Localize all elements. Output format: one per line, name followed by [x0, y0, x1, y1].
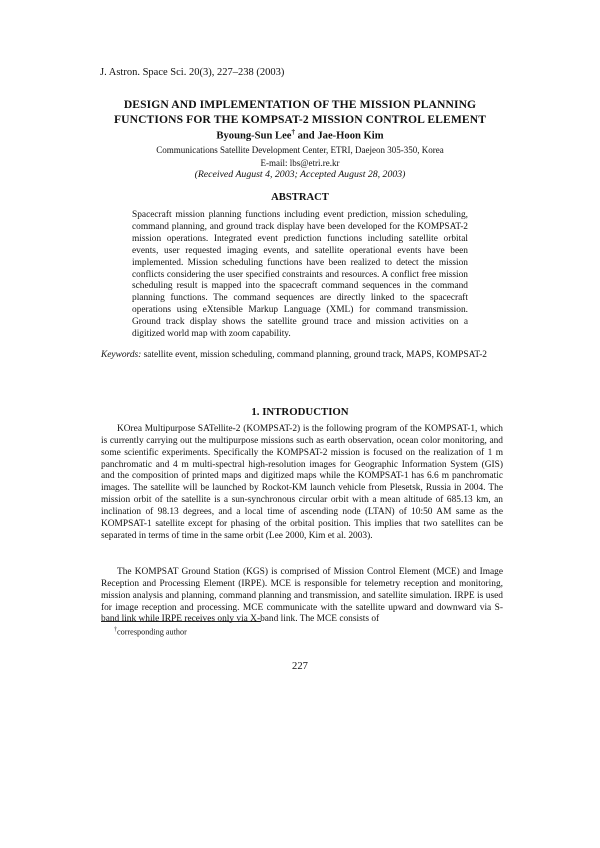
paper-title: DESIGN AND IMPLEMENTATION OF THE MISSION PLANNING FUNCTIONS FOR THE KOMPSAT-2 MISSION CONTROL ELEMENT [113, 98, 487, 126]
author-conjunction: and [294, 130, 318, 142]
section-heading-introduction: 1. INTRODUCTION [251, 406, 349, 418]
author-line [95, 128, 505, 142]
dagger-mark: † [291, 128, 295, 136]
abstract-body: Spacecraft mission planning functions including event prediction, mission scheduling, command planning, and ground track display have been developed for the KOMPSAT-2 mission operations. Integrated event prediction functions including satellite orbital events, user requested imaging events, and satellite operational events have been implemented. Mission scheduling functions have been realized to detect the mission conflicts considering the user specified constraints and resources. A conflict free mission scheduling result is mapped into the spacecraft command sequences in the command planning functions. The command sequences are directly linked to the spacecraft operations using eXtensible Markup Language (XML) for command transmission. Ground track display shows the satellite ground trace and mission activities on a digitized world map with zoom capability. [132, 210, 468, 340]
affiliation-block [95, 144, 505, 170]
paragraph: KOrea Multipurpose SATellite-2 (KOMPSAT-2) is the following program of the KOMPSAT-1, which is currently carrying out the multipurpose missions such as earth observation, ocean color monitoring, and some scientific experiments. Specifically the KOMPSAT-2 mission is focused on the realization of 1 m panchromatic and 4 m multi-spectral high-resolution images for Geographic Information System (GIS) and the composition of printed maps and digitized maps while the KOMPSAT-1 has 6.6 m panchromatic images. The satellite will be launched by Rockot-KM launch vehicle from Plesetsk, Russia in 2004. The mission orbit of the satellite is a sun-synchronous circular orbit with a mean altitude of 685.13 km, an inclination of 98.13 degrees, and a local time of ascending node (LTAN) of 10:50 AM same as the KOMPSAT-1 satellite except for phasing of the orbital position. This implies that two satellites can be separated in terms of time in the same orbit (Lee 2000, Kim et al. 2003). [101, 424, 503, 541]
page-number: 227 [292, 661, 308, 672]
email: E-mail: lbs@etri.re.kr [260, 158, 340, 168]
keywords-line [101, 350, 503, 362]
affiliation: Communications Satellite Development Center, ETRI, Daejeon 305-350, Korea [156, 145, 444, 155]
journal-reference: J. Astron. Space Sci. 20(3), 227–238 (2003) [100, 67, 285, 78]
footnote [114, 627, 187, 637]
footnote-text: corresponding author [117, 627, 187, 637]
author-second: Jae-Hoon Kim [317, 130, 384, 142]
received-dates: (Received August 4, 2003; Accepted August 28, 2003) [194, 169, 406, 180]
keywords-label: Keywords: [101, 350, 142, 360]
keywords-text: satellite event, mission scheduling, command planning, ground track, MAPS, KOMPSAT-2 [141, 350, 487, 360]
abstract-heading: ABSTRACT [271, 192, 329, 203]
footnote-divider [101, 621, 261, 622]
paragraph: The KOMPSAT Ground Station (KGS) is comprised of Mission Control Element (MCE) and Image Reception and Processing Element (IRPE). MCE is responsible for telemetry reception and monitoring, mission analysis and planning, command planning and transmission, and satellite simulation. IRPE is used for image reception and processing. MCE communicate with the satellite upward and downward via S-band link while IRPE receives only via X-band link. The MCE consists of [101, 567, 503, 625]
footnote-mark: † [114, 627, 117, 633]
author-first: Byoung-Sun Lee [216, 130, 292, 142]
